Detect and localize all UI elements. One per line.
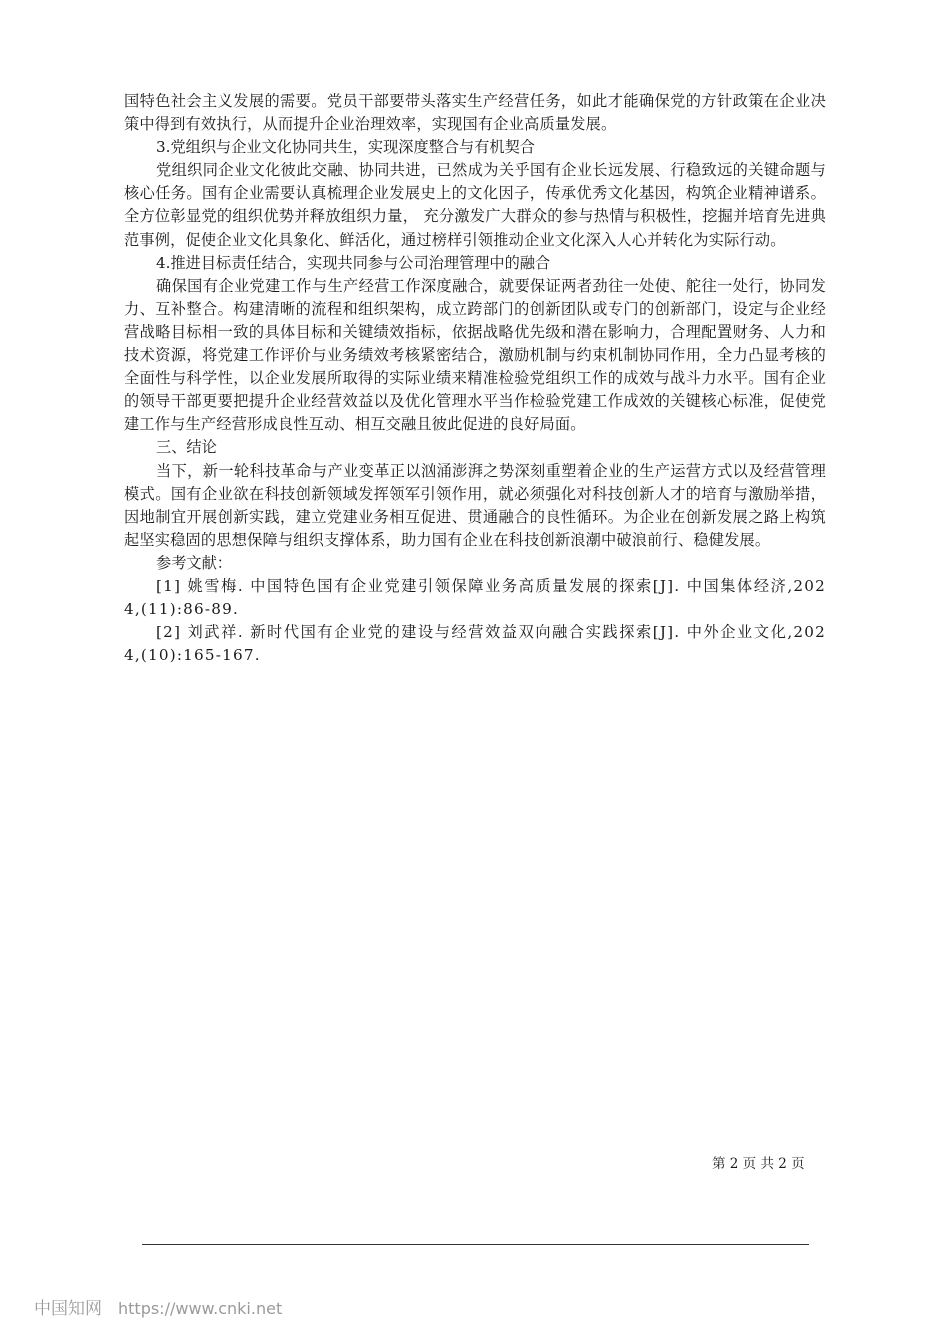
document-body: [124, 90, 826, 667]
watermark-url: https://www.cnki.net: [118, 1299, 283, 1318]
section-heading-4: 4.推进目标责任结合，实现共同参与公司治理管理中的融合: [156, 253, 551, 272]
paragraph-integration: 确保国有企业党建工作与生产经营工作深度融合，就要保证两者劲往一处使、舵往一处行，协同发力、互补整合。构建清晰的流程和组织架构，成立跨部门的创新团队或专门的创新部门，设定与企业经营战略目标相一致的具体目标和关键绩效指标，依据战略优先级和潜在影响力，合理配置财务、人力和技术资源，将党建工作评价与业务绩效考核紧密结合，激励机制与约束机制协同作用，全力凸显考核的全面性与科学性，以企业发展所取得的实际业绩来精准检验党组织工作的成效与战斗力水平。国有企业的领导干部更要把提升企业经营效益以及优化管理水平当作检验党建工作成效的关键核心标准，促使党建工作与生产经营形成良性互动、相互交融且彼此促进的良好局面。: [124, 276, 826, 434]
section-heading-3: 3.党组织与企业文化协同共生，实现深度整合与有机契合: [156, 138, 535, 157]
cnki-watermark: [34, 1294, 282, 1319]
page-number: 第 2 页 共 2 页: [712, 1156, 805, 1172]
conclusion-heading: 三、结论: [156, 438, 217, 457]
reference-item-2: [2] 刘武祥. 新时代国有企业党的建设与经营效益双向融合实践探索[J]. 中外企业文化,2024,(10):165-167.: [124, 623, 826, 665]
paragraph-conclusion: 当下，新一轮科技革命与产业变革正以汹涌澎湃之势深刻重塑着企业的生产运营方式以及经营管理模式。国有企业欲在科技创新领域发挥领军引领作用，就必须强化对科技创新人才的培育与激励举措，因地制宜开展创新实践，建立党建业务相互促进、贯通融合的良性循环。为企业在创新发展之路上构筑起坚实稳固的思想保障与组织支撑体系，助力国有企业在科技创新浪潮中破浪前行、稳健发展。: [124, 461, 826, 549]
references-heading: 参考文献：: [156, 553, 232, 572]
reference-item-1: [1] 姚雪梅. 中国特色国有企业党建引领保障业务高质量发展的探索[J]. 中国集体经济,2024,(11):86-89.: [124, 576, 826, 619]
watermark-site-name: 中国知网: [34, 1299, 102, 1319]
paragraph-culture: 党组织同企业文化彼此交融、协同共进，已然成为关乎国有企业长远发展、行稳致远的关键命题与核心任务。国有企业需要认真梳理企业发展史上的文化因子，传承优秀文化基因，构筑企业精神谱系。 全方位彰显党的组织优势并释放组织力量， 充分激发广大群众的参与热情与积极性，挖掘并培育先进典范事例，促使企业文化具象化、鲜活化，通过榜样引领推动企业文化深入人心并转化为实际行动。: [124, 161, 826, 249]
paragraph-continuation: 国特色社会主义发展的需要。党员干部要带头落实生产经营任务，如此才能确保党的方针政策在企业决策中得到有效执行，从而提升企业治理效率，实现国有企业高质量发展。: [124, 92, 826, 134]
footer-divider: [142, 1244, 809, 1245]
